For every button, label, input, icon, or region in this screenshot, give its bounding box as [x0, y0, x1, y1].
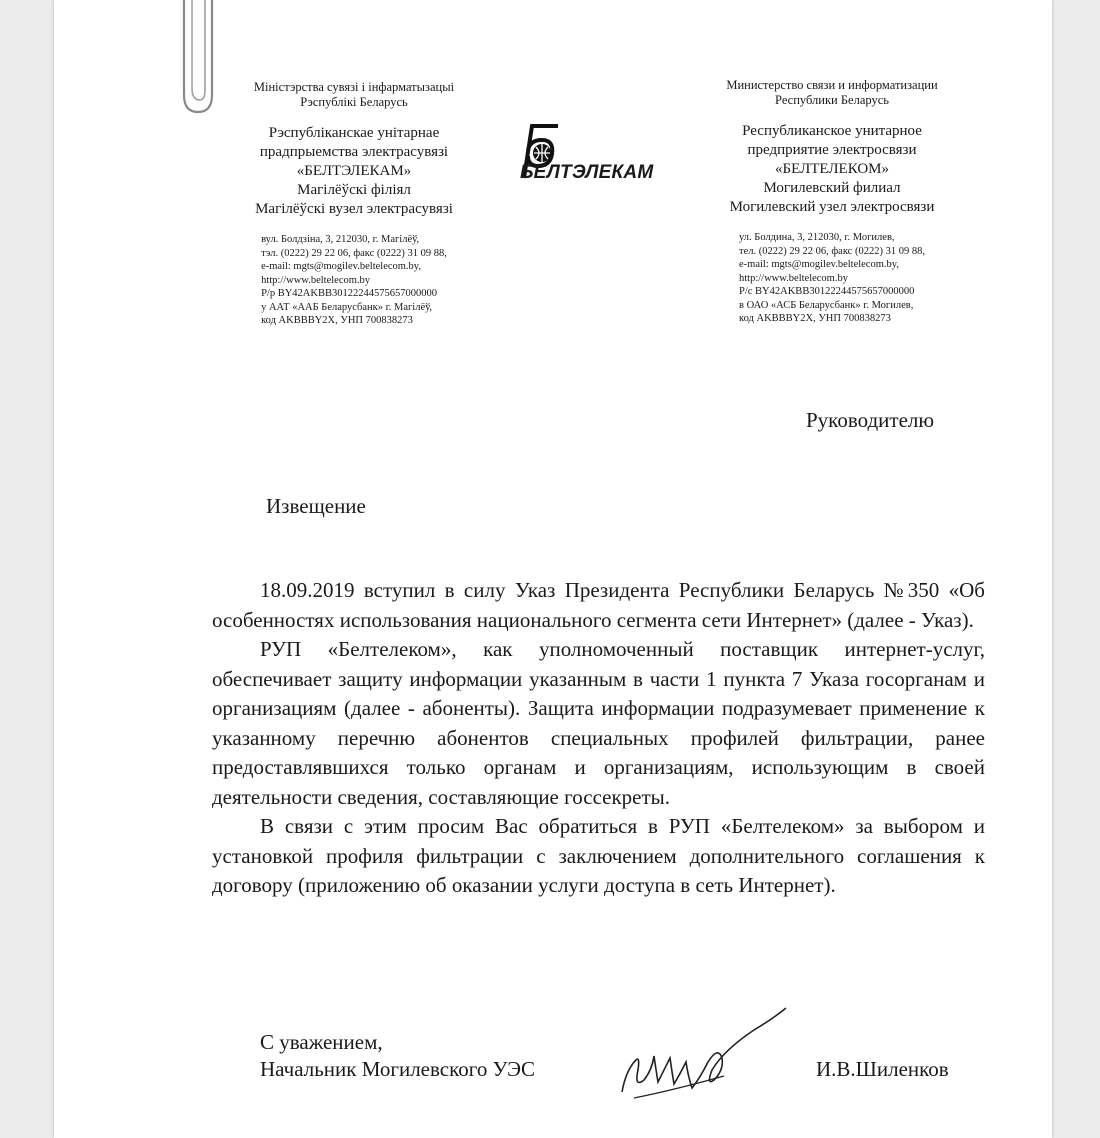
address-block-by: вул. Болдзіна, 3, 212030, г. Магілёў, тэл. (0222) 29 22 06, факс (0222) 31 09 88, e-mail: mgts@mogilev.beltelecom.by, http://www.beltelecom.by Р/р BY42AKBB30122244575657000000 у ААТ «ААБ Беларусбанк» г. Магілёў, код AKBBBY2X, УНП 700838273	[261, 234, 447, 326]
signer-name: И.В.Шиленков	[816, 1057, 949, 1081]
logo-text: БЕЛТЭЛЕКАМ	[520, 162, 654, 183]
recipient: Руководителю	[806, 408, 935, 432]
letter-page	[54, 0, 1052, 1138]
signer-title: Начальник Могилевского УЭС	[260, 1057, 536, 1081]
paragraph-3: В связи с этим просим Вас обратиться в РУП «Белтелеком» за выбором и установкой профиля фильтрации с заключением дополнительного соглашения к договору (приложению об оказании услуги доступа в сеть Интернет).	[212, 814, 985, 897]
address-block-ru: ул. Болдина, 3, 212030, г. Могилев, тел. (0222) 29 22 06, факс (0222) 31 09 88, e-mail: mgts@mogilev.beltelecom.by, http://www.beltelecom.by Р/с BY42AKBB30122244575657000000 в ОАО «АСБ Беларусбанк» г. Могилев, код AKBBBY2X, УНП 700838273	[739, 232, 925, 324]
header-russian	[674, 78, 990, 326]
ministry-name-ru: Министерство связи и информатизации Республики Беларусь	[726, 78, 938, 107]
closing: С уважением,	[260, 1030, 383, 1054]
ministry-name-by: Міністэрства сувязі і інфарматызацыі Рэспублікі Беларусь	[253, 80, 455, 109]
paragraph-2: РУП «Белтелеком», как уполномоченный поставщик интернет-услуг, обеспечивает защиту информации указанным в части 1 пункта 7 Указа госорганам и организациям (далее - абоненты). Защита информации подразумевает применение к указанному перечню абонентов специальных профилей фильтрации, ранее предоставлявшихся только органам и организациям, использующим в своей деятельности сведения, составляющие госсекреты.	[212, 637, 985, 809]
handwritten-signature	[614, 1000, 814, 1110]
organization-name-by: Рэспубліканскае унітарнае прадпрыемства электрасувязі «БЕЛТЭЛЕКАМ» Магілёўскі філіял Магілёўскі вузел электрасувязі	[255, 125, 453, 217]
letter-body	[212, 576, 985, 901]
header-belarusian	[194, 80, 514, 328]
paragraph-1: 18.09.2019 вступил в силу Указ Президента Республики Беларусь №350 «Об особенностях использования национального сегмента сети Интернет» (далее - Указ).	[212, 578, 985, 632]
company-logo	[500, 120, 660, 190]
letter-title: Извещение	[266, 494, 366, 518]
organization-name-ru: Республиканское унитарное предприятие электросвязи «БЕЛТЕЛЕКОМ» Могилевский филиал Могилевский узел электросвязи	[729, 123, 935, 215]
